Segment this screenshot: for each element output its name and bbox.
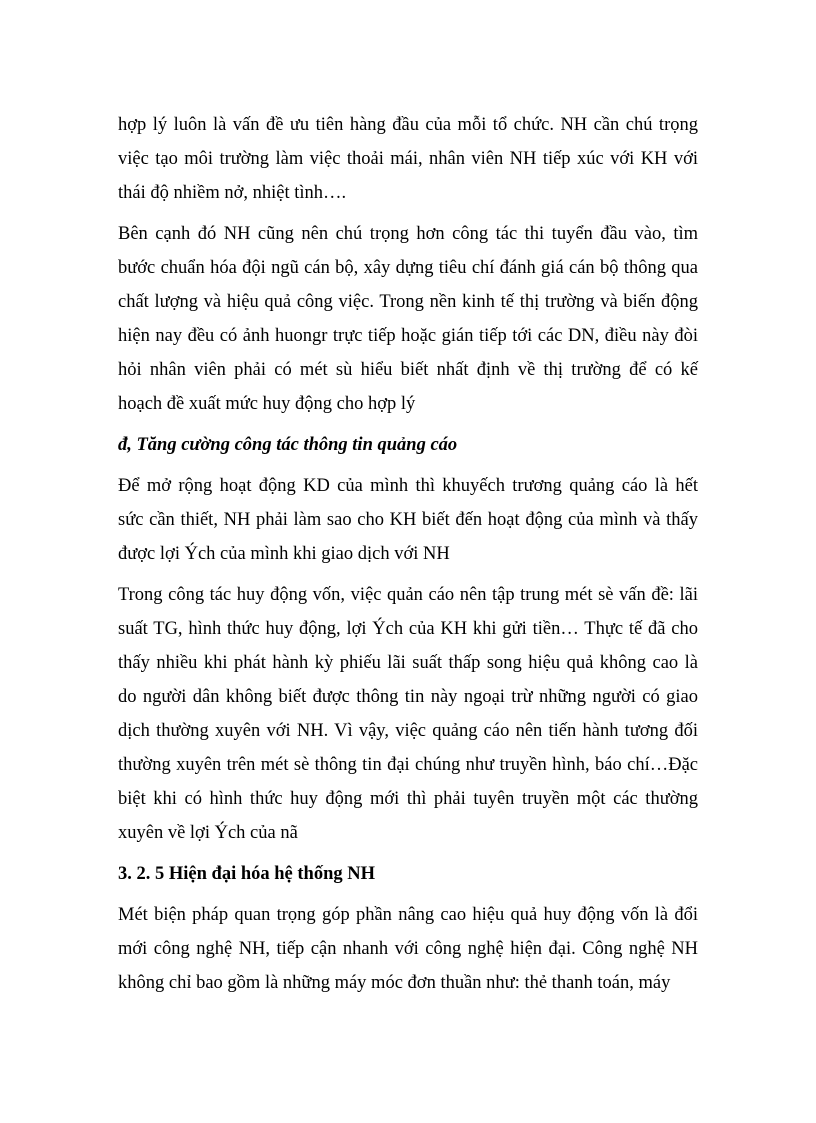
text-line: Để mở rộng hoạt động KD của mình thì khuyếch trương quảng cáo là hết [118, 476, 698, 496]
text-line: Trong công tác huy động vốn, việc quản cáo nên tập trung mét sè vấn đề: lãi [118, 585, 698, 605]
section-heading: 3. 2. 5 Hiện đại hóa hệ thống NH [118, 864, 375, 884]
text-line: không chỉ bao gồm là những máy móc đơn thuần như: thẻ thanh toán, máy [118, 973, 671, 993]
paragraph-4 [118, 578, 698, 850]
paragraph-3 [118, 469, 698, 571]
paragraph-2 [118, 217, 698, 421]
text-line: xuyên về lợi Ých của nã [118, 823, 298, 843]
text-line: Bên cạnh đó NH cũng nên chú trọng hơn công tác thi tuyển đầu vào, tìm [118, 224, 698, 244]
text-line: hoạch đề xuất mức huy động cho hợp lý [118, 394, 416, 414]
body-text [118, 108, 698, 1000]
text-line: suất TG, hình thức huy động, lợi Ých của KH khi gửi tiền… Thực tế đã cho [118, 619, 698, 639]
text-line: do người dân không biết được thông tin này ngoại trừ những người có giao [118, 687, 698, 707]
text-line: Mét biện pháp quan trọng góp phần nâng cao hiệu quả huy động vốn là đổi [118, 905, 698, 925]
text-line: thái độ nhiềm nở, nhiệt tình…. [118, 183, 347, 203]
text-line: hỏi nhân viên phải có mét sù hiểu biết nhất định về thị trường để có kế [118, 360, 698, 380]
text-line: chất lượng và hiệu quả công việc. Trong nền kinh tế thị trường và biến động [118, 292, 698, 312]
text-line: dịch thường xuyên với NH. Vì vậy, việc quảng cáo nên tiến hành tương đối [118, 721, 698, 741]
section-heading: đ, Tăng cường công tác thông tin quảng cáo [118, 435, 458, 455]
text-line: thường xuyên trên mét sè thông tin đại chúng như truyền hình, báo chí…Đặc [118, 755, 698, 775]
text-line: việc tạo môi trường làm việc thoải mái, nhân viên NH tiếp xúc với KH với [118, 149, 698, 169]
text-line: hiện nay đều có ảnh huongr trực tiếp hoặc gián tiếp tới các DN, điều này đòi [118, 326, 698, 346]
text-line: bước chuẩn hóa đội ngũ cán bộ, xây dựng tiêu chí đánh giá cán bộ thông qua [118, 258, 698, 278]
text-line: hợp lý luôn là vấn đề ưu tiên hàng đầu của mỗi tổ chức. NH cần chú trọng [118, 115, 698, 135]
paragraph-5 [118, 898, 698, 1000]
text-line: sức cần thiết, NH phải làm sao cho KH biết đến hoạt động của mình và thấy [118, 510, 698, 530]
text-line: mới công nghệ NH, tiếp cận nhanh với công nghệ hiện đại. Công nghệ NH [118, 939, 698, 959]
text-line: thấy nhiều khi phát hành kỳ phiếu lãi suất thấp song hiệu quả không cao là [118, 653, 698, 673]
paragraph-1 [118, 108, 698, 210]
text-line: biệt khi có hình thức huy động mới thì phải tuyên truyền một các thường [118, 789, 698, 809]
text-line: được lợi Ých của mình khi giao dịch với NH [118, 544, 450, 564]
